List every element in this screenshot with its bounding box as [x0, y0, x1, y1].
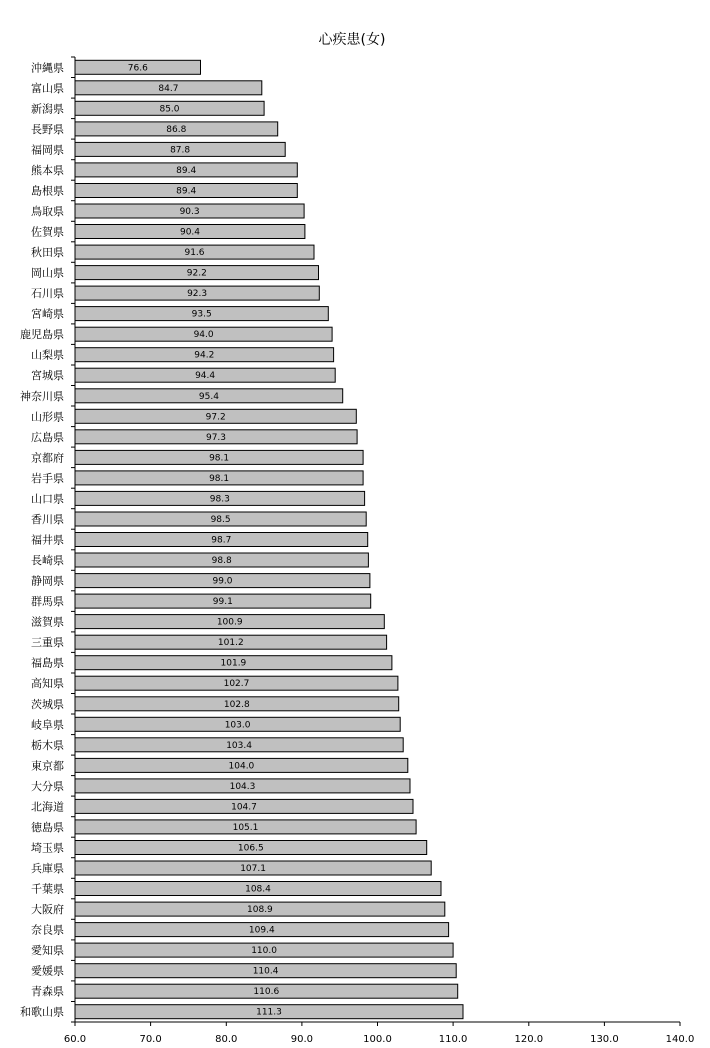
value-label: 87.8 — [170, 145, 191, 156]
category-label: 徳島県 — [31, 820, 64, 834]
category-label: 広島県 — [31, 430, 64, 444]
value-label: 104.0 — [228, 761, 255, 772]
category-label: 京都府 — [31, 451, 64, 465]
x-tick-label: 70.0 — [139, 1034, 162, 1045]
value-label: 92.3 — [187, 289, 208, 300]
value-label: 89.4 — [176, 165, 197, 176]
category-label: 長野県 — [31, 122, 64, 136]
value-label: 99.0 — [212, 576, 233, 587]
value-label: 94.4 — [195, 371, 216, 382]
category-label: 青森県 — [31, 985, 64, 999]
category-label: 三重県 — [31, 636, 64, 650]
category-label: 千葉県 — [31, 882, 64, 896]
value-label: 102.7 — [223, 679, 250, 690]
x-tick-label: 110.0 — [438, 1034, 468, 1045]
category-label: 福島県 — [31, 656, 64, 670]
category-label: 岩手県 — [31, 471, 64, 485]
value-label: 108.9 — [247, 905, 273, 916]
value-label: 109.4 — [248, 925, 275, 936]
category-label: 石川県 — [31, 287, 64, 301]
category-label: 愛知県 — [31, 944, 64, 958]
value-label: 101.2 — [217, 638, 244, 649]
value-label: 98.1 — [209, 453, 230, 464]
category-label: 岐阜県 — [31, 718, 64, 732]
value-label: 104.7 — [231, 802, 257, 813]
category-label: 山梨県 — [31, 348, 64, 362]
category-label: 北海道 — [31, 800, 64, 814]
value-label: 111.3 — [256, 1007, 282, 1018]
category-label: 山口県 — [31, 492, 64, 506]
category-label: 沖縄県 — [31, 61, 64, 75]
category-label: 香川県 — [31, 513, 64, 526]
x-tick-label: 130.0 — [590, 1034, 619, 1045]
value-label: 99.1 — [212, 597, 233, 608]
value-label: 110.6 — [253, 987, 280, 998]
value-label: 98.1 — [209, 473, 230, 484]
category-label: 奈良県 — [31, 923, 64, 937]
category-label: 静岡県 — [31, 574, 64, 588]
value-label: 76.6 — [127, 63, 148, 74]
x-tick-label: 60.0 — [63, 1034, 87, 1045]
value-label: 103.4 — [226, 740, 252, 751]
value-label: 110.4 — [252, 966, 279, 977]
category-label: 栃木県 — [31, 738, 64, 752]
category-label: 茨城県 — [31, 697, 64, 711]
category-label: 大阪府 — [31, 903, 64, 917]
value-label: 94.2 — [194, 350, 215, 361]
value-label: 98.8 — [211, 556, 232, 566]
category-label: 鳥取県 — [31, 205, 64, 218]
chart-title: 心疾患(女) — [318, 32, 386, 48]
value-label: 85.0 — [159, 104, 180, 115]
category-label: 東京都 — [31, 759, 64, 773]
value-label: 101.9 — [220, 658, 247, 669]
category-labels — [20, 60, 64, 1018]
category-label: 和歌山県 — [20, 1005, 64, 1019]
value-label: 100.9 — [216, 617, 243, 628]
category-label: 鹿児島県 — [20, 328, 64, 342]
value-label: 98.7 — [211, 535, 232, 546]
value-label: 102.8 — [223, 699, 250, 710]
value-label: 92.2 — [186, 268, 207, 279]
value-label: 106.5 — [237, 843, 264, 854]
value-label: 95.4 — [198, 391, 219, 402]
category-label: 熊本県 — [31, 163, 64, 177]
category-label: 長崎県 — [31, 554, 64, 567]
x-tick-label: 90.0 — [290, 1034, 314, 1045]
value-label: 110.0 — [251, 946, 277, 957]
value-label: 86.8 — [166, 124, 187, 135]
category-label: 佐賀県 — [31, 225, 64, 239]
value-label: 90.4 — [179, 227, 201, 238]
category-label: 宮城県 — [31, 369, 64, 383]
value-label: 107.1 — [240, 864, 266, 874]
value-label: 97.3 — [205, 432, 227, 443]
value-label: 89.4 — [176, 186, 197, 197]
category-label: 兵庫県 — [31, 862, 64, 875]
x-tick-label: 80.0 — [215, 1034, 238, 1045]
value-label: 98.3 — [209, 494, 230, 505]
value-label: 103.0 — [224, 720, 251, 731]
value-label: 104.3 — [229, 781, 256, 792]
category-label: 埼玉県 — [31, 841, 64, 855]
category-label: 群馬県 — [31, 595, 64, 609]
x-tick-labels — [64, 1034, 694, 1045]
bars-group — [75, 60, 463, 1018]
category-label: 新潟県 — [31, 102, 64, 116]
category-label: 富山県 — [31, 81, 64, 95]
value-label: 108.4 — [245, 884, 271, 895]
category-label: 山形県 — [31, 410, 64, 424]
category-label: 秋田県 — [31, 246, 64, 260]
category-label: 島根県 — [31, 184, 64, 198]
x-tick-label: 100.0 — [363, 1034, 392, 1045]
value-label: 93.5 — [191, 309, 212, 320]
category-label: 神奈川県 — [20, 389, 64, 403]
value-label: 98.5 — [210, 515, 231, 525]
category-label: 宮崎県 — [31, 307, 64, 321]
x-tick-label: 120.0 — [514, 1034, 544, 1045]
x-tick-label: 140.0 — [665, 1034, 695, 1045]
value-label: 84.7 — [158, 83, 179, 94]
category-label: 大分県 — [31, 779, 64, 793]
value-label: 94.0 — [193, 330, 214, 341]
value-label: 91.6 — [184, 248, 205, 259]
category-label: 福井県 — [31, 533, 64, 547]
category-label: 岡山県 — [31, 266, 64, 280]
category-label: 高知県 — [31, 677, 64, 691]
value-label: 90.3 — [179, 207, 200, 217]
category-label: 愛媛県 — [31, 964, 64, 978]
category-label: 福岡県 — [31, 143, 64, 157]
category-label: 滋賀県 — [31, 615, 64, 629]
value-label: 97.2 — [205, 412, 226, 423]
value-label: 105.1 — [232, 822, 259, 833]
